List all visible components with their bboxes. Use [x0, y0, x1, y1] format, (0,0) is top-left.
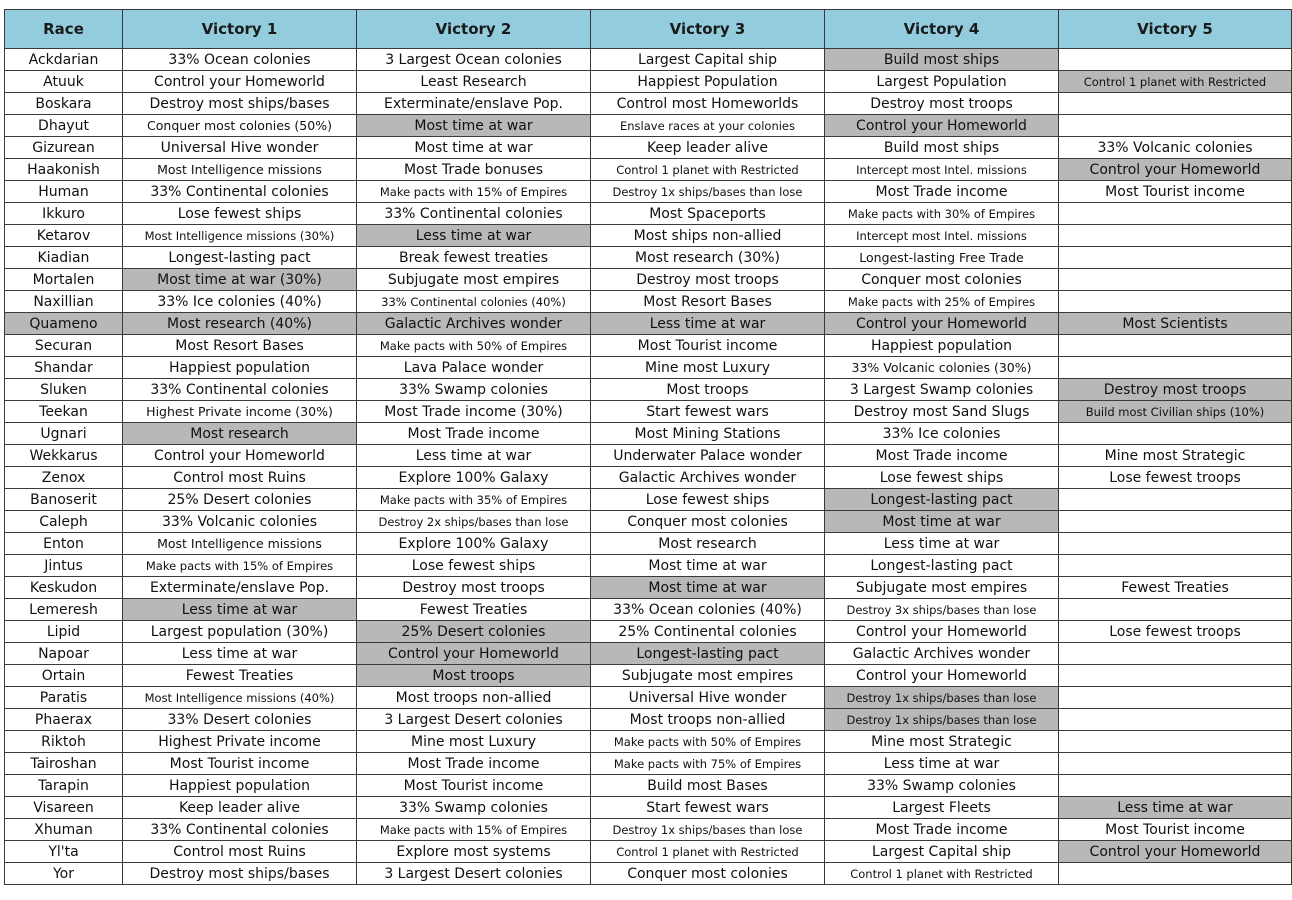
- table-row: [5, 49, 1292, 71]
- victory-3-cell: Make pacts with 75% of Empires: [591, 753, 825, 775]
- victory-5-cell: Most Scientists: [1059, 313, 1292, 335]
- table-row: [5, 379, 1292, 401]
- victory-4-cell: 33% Swamp colonies: [825, 775, 1059, 797]
- victory-3-cell: Enslave races at your colonies: [591, 115, 825, 137]
- victory-2-cell: Make pacts with 50% of Empires: [357, 335, 591, 357]
- victory-3-cell: Destroy 1x ships/bases than lose: [591, 181, 825, 203]
- victory-2-cell: 33% Continental colonies (40%): [357, 291, 591, 313]
- victory-5-cell: [1059, 775, 1292, 797]
- victory-4-cell: Longest-lasting pact: [825, 555, 1059, 577]
- victory-2-cell: Lose fewest ships: [357, 555, 591, 577]
- table-row: [5, 335, 1292, 357]
- victory-1-cell: Highest Private income (30%): [123, 401, 357, 423]
- victory-5-cell: Destroy most troops: [1059, 379, 1292, 401]
- table-row: [5, 819, 1292, 841]
- victory-3-cell: Start fewest wars: [591, 797, 825, 819]
- victory-1-cell: Destroy most ships/bases: [123, 93, 357, 115]
- victory-4-cell: Most Trade income: [825, 445, 1059, 467]
- victory-3-cell: Galactic Archives wonder: [591, 467, 825, 489]
- victory-4-cell: Control your Homeworld: [825, 313, 1059, 335]
- table-body: [5, 49, 1292, 885]
- victory-5-cell: Control 1 planet with Restricted: [1059, 71, 1292, 93]
- victory-1-cell: Most research (40%): [123, 313, 357, 335]
- race-cell: Lemeresh: [5, 599, 123, 621]
- victory-5-cell: [1059, 599, 1292, 621]
- victory-1-cell: Most Resort Bases: [123, 335, 357, 357]
- victory-2-cell: Galactic Archives wonder: [357, 313, 591, 335]
- victory-3-cell: 25% Continental colonies: [591, 621, 825, 643]
- victory-1-cell: Most Intelligence missions: [123, 159, 357, 181]
- table-row: [5, 357, 1292, 379]
- race-cell: Banoserit: [5, 489, 123, 511]
- race-cell: Wekkarus: [5, 445, 123, 467]
- victory-4-cell: Make pacts with 25% of Empires: [825, 291, 1059, 313]
- victory-3-cell: Lose fewest ships: [591, 489, 825, 511]
- victory-2-cell: Destroy 2x ships/bases than lose: [357, 511, 591, 533]
- victory-4-cell: Control 1 planet with Restricted: [825, 863, 1059, 885]
- table-row: [5, 841, 1292, 863]
- table-row: [5, 489, 1292, 511]
- victory-1-cell: Most Tourist income: [123, 753, 357, 775]
- victory-3-cell: Mine most Luxury: [591, 357, 825, 379]
- victory-table-container: [4, 9, 1292, 885]
- table-row: [5, 687, 1292, 709]
- victory-4-cell: Most time at war: [825, 511, 1059, 533]
- victory-3-cell: Most research: [591, 533, 825, 555]
- race-cell: Haakonish: [5, 159, 123, 181]
- victory-3-cell: Control most Homeworlds: [591, 93, 825, 115]
- race-cell: Napoar: [5, 643, 123, 665]
- header-row: [5, 10, 1292, 49]
- victory-3-cell: Most time at war: [591, 555, 825, 577]
- victory-2-cell: Control your Homeworld: [357, 643, 591, 665]
- victory-3-cell: Build most Bases: [591, 775, 825, 797]
- victory-2-cell: 33% Swamp colonies: [357, 379, 591, 401]
- victory-1-cell: 33% Ice colonies (40%): [123, 291, 357, 313]
- victory-5-cell: [1059, 291, 1292, 313]
- victory-1-cell: Longest-lasting pact: [123, 247, 357, 269]
- victory-3-cell: Most Resort Bases: [591, 291, 825, 313]
- victory-2-cell: Most Tourist income: [357, 775, 591, 797]
- table-row: [5, 445, 1292, 467]
- victory-2-cell: Subjugate most empires: [357, 269, 591, 291]
- header-race: Race: [5, 10, 123, 49]
- victory-2-cell: Fewest Treaties: [357, 599, 591, 621]
- table-row: [5, 71, 1292, 93]
- victory-2-cell: Mine most Luxury: [357, 731, 591, 753]
- victory-5-cell: [1059, 357, 1292, 379]
- victory-3-cell: Happiest Population: [591, 71, 825, 93]
- header-victory-1: Victory 1: [123, 10, 357, 49]
- victory-2-cell: Destroy most troops: [357, 577, 591, 599]
- victory-4-cell: Intercept most Intel. missions: [825, 225, 1059, 247]
- victory-3-cell: Most research (30%): [591, 247, 825, 269]
- victory-1-cell: Most time at war (30%): [123, 269, 357, 291]
- table-row: [5, 797, 1292, 819]
- victory-1-cell: Most research: [123, 423, 357, 445]
- table-row: [5, 577, 1292, 599]
- victory-1-cell: Less time at war: [123, 643, 357, 665]
- table-row: [5, 401, 1292, 423]
- victory-5-cell: [1059, 49, 1292, 71]
- victory-4-cell: Most Trade income: [825, 819, 1059, 841]
- victory-5-cell: [1059, 643, 1292, 665]
- race-cell: Visareen: [5, 797, 123, 819]
- victory-4-cell: Make pacts with 30% of Empires: [825, 203, 1059, 225]
- victory-3-cell: Largest Capital ship: [591, 49, 825, 71]
- victory-2-cell: Make pacts with 15% of Empires: [357, 819, 591, 841]
- victory-1-cell: Conquer most colonies (50%): [123, 115, 357, 137]
- victory-5-cell: [1059, 511, 1292, 533]
- victory-4-cell: Control your Homeworld: [825, 115, 1059, 137]
- victory-4-cell: Mine most Strategic: [825, 731, 1059, 753]
- victory-4-cell: Less time at war: [825, 533, 1059, 555]
- victory-1-cell: 33% Desert colonies: [123, 709, 357, 731]
- race-cell: Dhayut: [5, 115, 123, 137]
- table-row: [5, 203, 1292, 225]
- victory-2-cell: Most troops: [357, 665, 591, 687]
- victory-2-cell: 3 Largest Ocean colonies: [357, 49, 591, 71]
- victory-4-cell: Happiest population: [825, 335, 1059, 357]
- victory-1-cell: Control your Homeworld: [123, 445, 357, 467]
- table-row: [5, 137, 1292, 159]
- victory-4-cell: 3 Largest Swamp colonies: [825, 379, 1059, 401]
- victory-5-cell: Lose fewest troops: [1059, 467, 1292, 489]
- victory-4-cell: Destroy most Sand Slugs: [825, 401, 1059, 423]
- header-victory-4: Victory 4: [825, 10, 1059, 49]
- table-row: [5, 599, 1292, 621]
- table-row: [5, 621, 1292, 643]
- victory-2-cell: 25% Desert colonies: [357, 621, 591, 643]
- victory-2-cell: 3 Largest Desert colonies: [357, 863, 591, 885]
- victory-4-cell: Largest Fleets: [825, 797, 1059, 819]
- race-cell: Phaerax: [5, 709, 123, 731]
- table-row: [5, 93, 1292, 115]
- victory-1-cell: Highest Private income: [123, 731, 357, 753]
- table-row: [5, 731, 1292, 753]
- victory-3-cell: Destroy most troops: [591, 269, 825, 291]
- race-cell: Enton: [5, 533, 123, 555]
- victory-4-cell: Control your Homeworld: [825, 621, 1059, 643]
- victory-2-cell: Make pacts with 35% of Empires: [357, 489, 591, 511]
- victory-4-cell: Destroy 3x ships/bases than lose: [825, 599, 1059, 621]
- table-row: [5, 863, 1292, 885]
- victory-1-cell: Most Intelligence missions: [123, 533, 357, 555]
- victory-1-cell: 33% Ocean colonies: [123, 49, 357, 71]
- victory-1-cell: Less time at war: [123, 599, 357, 621]
- victory-1-cell: Control most Ruins: [123, 841, 357, 863]
- victory-5-cell: [1059, 687, 1292, 709]
- victory-4-cell: Most Trade income: [825, 181, 1059, 203]
- victory-5-cell: [1059, 93, 1292, 115]
- victory-1-cell: Most Intelligence missions (40%): [123, 687, 357, 709]
- victory-3-cell: Most time at war: [591, 577, 825, 599]
- race-cell: Ikkuro: [5, 203, 123, 225]
- victory-5-cell: Lose fewest troops: [1059, 621, 1292, 643]
- victory-1-cell: Largest population (30%): [123, 621, 357, 643]
- victory-1-cell: 33% Volcanic colonies: [123, 511, 357, 533]
- victory-4-cell: Destroy most troops: [825, 93, 1059, 115]
- victory-1-cell: Fewest Treaties: [123, 665, 357, 687]
- header-victory-2: Victory 2: [357, 10, 591, 49]
- race-cell: Tairoshan: [5, 753, 123, 775]
- table-row: [5, 555, 1292, 577]
- table-row: [5, 665, 1292, 687]
- victory-4-cell: Build most ships: [825, 49, 1059, 71]
- race-cell: Boskara: [5, 93, 123, 115]
- victory-4-cell: 33% Ice colonies: [825, 423, 1059, 445]
- race-cell: Ugnari: [5, 423, 123, 445]
- victory-3-cell: Keep leader alive: [591, 137, 825, 159]
- victory-3-cell: Start fewest wars: [591, 401, 825, 423]
- victory-3-cell: Underwater Palace wonder: [591, 445, 825, 467]
- victory-3-cell: Conquer most colonies: [591, 863, 825, 885]
- victory-1-cell: Control your Homeworld: [123, 71, 357, 93]
- victory-1-cell: Exterminate/enslave Pop.: [123, 577, 357, 599]
- victory-5-cell: Most Tourist income: [1059, 181, 1292, 203]
- victory-5-cell: [1059, 115, 1292, 137]
- victory-5-cell: Build most Civilian ships (10%): [1059, 401, 1292, 423]
- victory-2-cell: Most Trade income: [357, 423, 591, 445]
- victory-3-cell: Control 1 planet with Restricted: [591, 841, 825, 863]
- table-row: [5, 643, 1292, 665]
- victory-2-cell: Most Trade income: [357, 753, 591, 775]
- victory-5-cell: Control your Homeworld: [1059, 159, 1292, 181]
- victory-3-cell: Subjugate most empires: [591, 665, 825, 687]
- victory-5-cell: [1059, 489, 1292, 511]
- victory-5-cell: [1059, 269, 1292, 291]
- header-victory-3: Victory 3: [591, 10, 825, 49]
- victory-3-cell: Control 1 planet with Restricted: [591, 159, 825, 181]
- victory-3-cell: Most Tourist income: [591, 335, 825, 357]
- victory-conditions-table: [4, 9, 1292, 885]
- victory-3-cell: Less time at war: [591, 313, 825, 335]
- table-row: [5, 775, 1292, 797]
- victory-4-cell: Less time at war: [825, 753, 1059, 775]
- table-row: [5, 269, 1292, 291]
- table-row: [5, 753, 1292, 775]
- race-cell: Kiadian: [5, 247, 123, 269]
- victory-4-cell: Longest-lasting pact: [825, 489, 1059, 511]
- victory-2-cell: Break fewest treaties: [357, 247, 591, 269]
- victory-4-cell: Lose fewest ships: [825, 467, 1059, 489]
- race-cell: Keskudon: [5, 577, 123, 599]
- victory-3-cell: Most Mining Stations: [591, 423, 825, 445]
- table-row: [5, 533, 1292, 555]
- victory-4-cell: Control your Homeworld: [825, 665, 1059, 687]
- race-cell: Quameno: [5, 313, 123, 335]
- victory-2-cell: Less time at war: [357, 445, 591, 467]
- victory-3-cell: Most troops: [591, 379, 825, 401]
- victory-3-cell: Universal Hive wonder: [591, 687, 825, 709]
- victory-4-cell: Largest Population: [825, 71, 1059, 93]
- victory-5-cell: [1059, 335, 1292, 357]
- victory-4-cell: Destroy 1x ships/bases than lose: [825, 687, 1059, 709]
- victory-1-cell: Most Intelligence missions (30%): [123, 225, 357, 247]
- victory-2-cell: Exterminate/enslave Pop.: [357, 93, 591, 115]
- victory-2-cell: Most time at war: [357, 137, 591, 159]
- victory-1-cell: 25% Desert colonies: [123, 489, 357, 511]
- race-cell: Gizurean: [5, 137, 123, 159]
- race-cell: Yor: [5, 863, 123, 885]
- race-cell: Tarapin: [5, 775, 123, 797]
- race-cell: Ortain: [5, 665, 123, 687]
- race-cell: Atuuk: [5, 71, 123, 93]
- victory-2-cell: Most time at war: [357, 115, 591, 137]
- victory-1-cell: Universal Hive wonder: [123, 137, 357, 159]
- victory-3-cell: Conquer most colonies: [591, 511, 825, 533]
- table-row: [5, 467, 1292, 489]
- victory-2-cell: Least Research: [357, 71, 591, 93]
- victory-1-cell: 33% Continental colonies: [123, 379, 357, 401]
- victory-5-cell: Fewest Treaties: [1059, 577, 1292, 599]
- victory-3-cell: Destroy 1x ships/bases than lose: [591, 819, 825, 841]
- victory-5-cell: [1059, 731, 1292, 753]
- victory-5-cell: [1059, 225, 1292, 247]
- table-row: [5, 709, 1292, 731]
- victory-5-cell: [1059, 665, 1292, 687]
- race-cell: Yl'ta: [5, 841, 123, 863]
- victory-4-cell: Conquer most colonies: [825, 269, 1059, 291]
- race-cell: Lipid: [5, 621, 123, 643]
- table-row: [5, 511, 1292, 533]
- victory-5-cell: [1059, 555, 1292, 577]
- victory-5-cell: [1059, 203, 1292, 225]
- victory-1-cell: Lose fewest ships: [123, 203, 357, 225]
- race-cell: Ackdarian: [5, 49, 123, 71]
- table-row: [5, 159, 1292, 181]
- victory-4-cell: Build most ships: [825, 137, 1059, 159]
- victory-5-cell: [1059, 533, 1292, 555]
- race-cell: Teekan: [5, 401, 123, 423]
- race-cell: Securan: [5, 335, 123, 357]
- race-cell: Shandar: [5, 357, 123, 379]
- victory-3-cell: Most troops non-allied: [591, 709, 825, 731]
- victory-2-cell: Most Trade bonuses: [357, 159, 591, 181]
- victory-1-cell: 33% Continental colonies: [123, 819, 357, 841]
- table-row: [5, 423, 1292, 445]
- victory-5-cell: 33% Volcanic colonies: [1059, 137, 1292, 159]
- victory-5-cell: [1059, 423, 1292, 445]
- victory-2-cell: Explore most systems: [357, 841, 591, 863]
- victory-4-cell: Galactic Archives wonder: [825, 643, 1059, 665]
- victory-5-cell: Mine most Strategic: [1059, 445, 1292, 467]
- victory-2-cell: Lava Palace wonder: [357, 357, 591, 379]
- victory-3-cell: 33% Ocean colonies (40%): [591, 599, 825, 621]
- race-cell: Caleph: [5, 511, 123, 533]
- victory-2-cell: Less time at war: [357, 225, 591, 247]
- victory-1-cell: 33% Continental colonies: [123, 181, 357, 203]
- race-cell: Mortalen: [5, 269, 123, 291]
- victory-1-cell: Control most Ruins: [123, 467, 357, 489]
- victory-4-cell: Destroy 1x ships/bases than lose: [825, 709, 1059, 731]
- victory-5-cell: [1059, 709, 1292, 731]
- victory-1-cell: Keep leader alive: [123, 797, 357, 819]
- victory-1-cell: Make pacts with 15% of Empires: [123, 555, 357, 577]
- victory-5-cell: Less time at war: [1059, 797, 1292, 819]
- victory-4-cell: Intercept most Intel. missions: [825, 159, 1059, 181]
- victory-2-cell: Make pacts with 15% of Empires: [357, 181, 591, 203]
- victory-3-cell: Most ships non-allied: [591, 225, 825, 247]
- victory-2-cell: 3 Largest Desert colonies: [357, 709, 591, 731]
- victory-2-cell: Most Trade income (30%): [357, 401, 591, 423]
- victory-2-cell: 33% Swamp colonies: [357, 797, 591, 819]
- race-cell: Paratis: [5, 687, 123, 709]
- victory-5-cell: [1059, 863, 1292, 885]
- victory-5-cell: Control your Homeworld: [1059, 841, 1292, 863]
- table-row: [5, 247, 1292, 269]
- race-cell: Sluken: [5, 379, 123, 401]
- race-cell: Zenox: [5, 467, 123, 489]
- victory-5-cell: [1059, 753, 1292, 775]
- victory-4-cell: Longest-lasting Free Trade: [825, 247, 1059, 269]
- victory-2-cell: Most troops non-allied: [357, 687, 591, 709]
- victory-5-cell: [1059, 247, 1292, 269]
- victory-2-cell: 33% Continental colonies: [357, 203, 591, 225]
- table-row: [5, 291, 1292, 313]
- victory-4-cell: Largest Capital ship: [825, 841, 1059, 863]
- table-row: [5, 181, 1292, 203]
- victory-4-cell: Subjugate most empires: [825, 577, 1059, 599]
- victory-5-cell: Most Tourist income: [1059, 819, 1292, 841]
- victory-2-cell: Explore 100% Galaxy: [357, 533, 591, 555]
- race-cell: Xhuman: [5, 819, 123, 841]
- victory-4-cell: 33% Volcanic colonies (30%): [825, 357, 1059, 379]
- race-cell: Human: [5, 181, 123, 203]
- race-cell: Naxillian: [5, 291, 123, 313]
- table-row: [5, 115, 1292, 137]
- victory-3-cell: Most Spaceports: [591, 203, 825, 225]
- victory-2-cell: Explore 100% Galaxy: [357, 467, 591, 489]
- race-cell: Jintus: [5, 555, 123, 577]
- victory-3-cell: Make pacts with 50% of Empires: [591, 731, 825, 753]
- victory-3-cell: Longest-lasting pact: [591, 643, 825, 665]
- victory-1-cell: Destroy most ships/bases: [123, 863, 357, 885]
- race-cell: Ketarov: [5, 225, 123, 247]
- table-row: [5, 225, 1292, 247]
- race-cell: Riktoh: [5, 731, 123, 753]
- victory-1-cell: Happiest population: [123, 775, 357, 797]
- table-row: [5, 313, 1292, 335]
- victory-1-cell: Happiest population: [123, 357, 357, 379]
- header-victory-5: Victory 5: [1059, 10, 1292, 49]
